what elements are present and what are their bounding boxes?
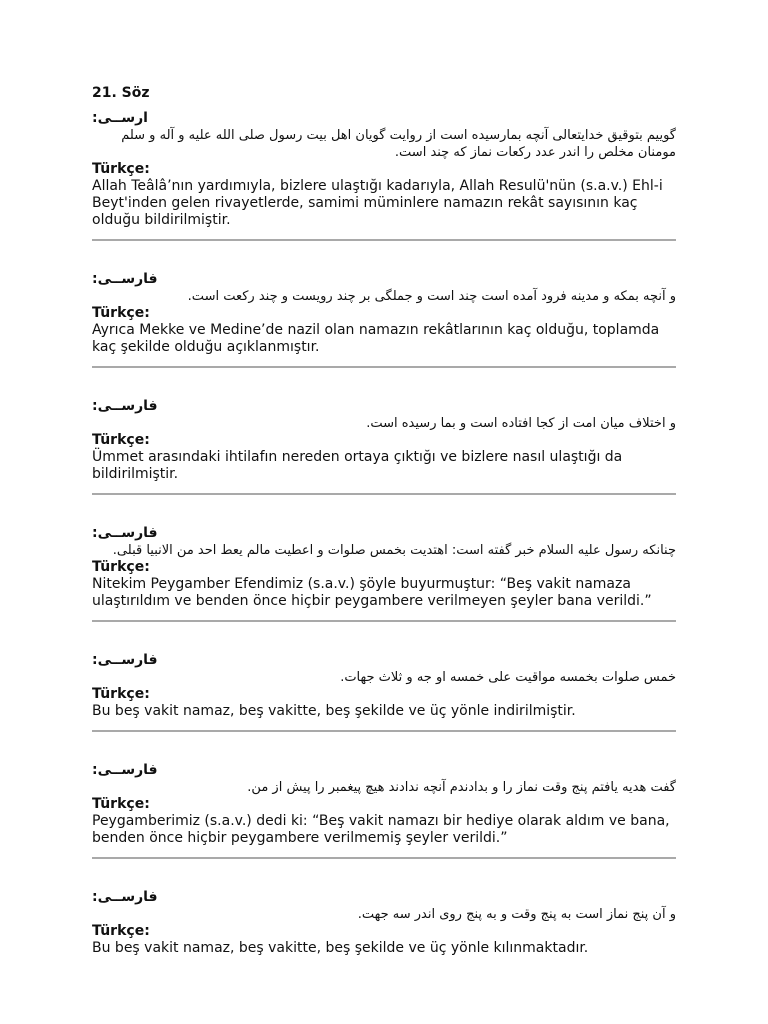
farsi-label: ارســی: [92, 110, 148, 126]
farsi-text: خمس صلوات بخمسه مواقیت علی خمسه او جه و ثلاث جهات. [340, 670, 676, 685]
farsi-label: فارســی: [92, 652, 158, 668]
turkish-label: Türkçe: [92, 686, 150, 702]
farsi-label: فارســی: [92, 889, 158, 905]
turkish-text: Nitekim Peygamber Efendimiz (s.a.v.) şöyle buyurmuştur: “Beş vakit namaza ulaştırıldım ve benden önce hiçbir peygambere verilmeyen şeyler bana verildi.” [92, 576, 652, 609]
section-divider [92, 620, 676, 622]
section-divider [92, 730, 676, 732]
section [92, 110, 676, 241]
turkish-text: Bu beş vakit namaz, beş vakitte, beş şekilde ve üç yönle indirilmiştir. [92, 703, 576, 719]
page-title: 21. Söz [92, 85, 150, 101]
section [92, 398, 676, 495]
turkish-text: Ümmet arasındaki ihtilafın nereden ortaya çıktığı ve bizlere nasıl ulaştığı da bildirilmiştir. [92, 449, 623, 482]
section [92, 889, 676, 957]
document-page [92, 85, 676, 957]
turkish-label: Türkçe: [92, 161, 150, 177]
turkish-text: Peygamberimiz (s.a.v.) dedi ki: “Beş vakit namazı bir hediye olarak aldım ve bana, benden önce hiçbir peygambere verilmemiş şeyler verildi.” [92, 813, 670, 846]
section-divider [92, 239, 676, 241]
farsi-text: و اختلاف میان امت از کجا افتاده است و بما رسیده است. [366, 416, 676, 431]
farsi-text: چنانکه رسول علیه السلام خبر گفته است: اهتدیت بخمس صلوات و اعطیت مالم یعط احد من الانبیا قبلی. [112, 543, 676, 558]
farsi-label: فارســی: [92, 762, 158, 778]
section [92, 271, 676, 368]
farsi-text: گوییم بتوقیق خدایتعالی آنچه بمارسیده است از روایت گویان اهل بیت رسول صلی الله علیه و آله و سلم مومنان مخلص را اندر عدد رکعات نماز که چند است. [121, 128, 676, 160]
section [92, 762, 676, 859]
farsi-label: فارســی: [92, 398, 158, 414]
turkish-label: Türkçe: [92, 796, 150, 812]
section-divider [92, 366, 676, 368]
turkish-label: Türkçe: [92, 432, 150, 448]
turkish-text: Bu beş vakit namaz, beş vakitte, beş şekilde ve üç yönle kılınmaktadır. [92, 940, 589, 956]
farsi-text: گفت هدیه یافتم پنج وقت نماز را و بدادندم آنچه ندادند هیچ پیغمبر را پیش از من. [247, 780, 676, 795]
farsi-label: فارســی: [92, 271, 158, 287]
turkish-label: Türkçe: [92, 559, 150, 575]
farsi-label: فارســی: [92, 525, 158, 541]
farsi-text: و آنچه بمکه و مدینه فرود آمده است چند است و جملگی بر چند رویست و چند رکعت است. [187, 289, 676, 304]
section-divider [92, 857, 676, 859]
turkish-text: Ayrıca Mekke ve Medine’de nazil olan namazın rekâtlarının kaç olduğu, toplamda kaç şekilde olduğu açıklanmıştır. [92, 322, 660, 355]
section [92, 525, 676, 622]
section-divider [92, 493, 676, 495]
turkish-text: Allah Teâlâ’nın yardımıyla, bizlere ulaştığı kadarıyla, Allah Resulü'nün (s.a.v.) Ehl-i Beyt'inden gelen rivayetlerde, samimi müminlere namazın rekât sayısının kaç olduğu bildirilmiştir. [92, 178, 663, 228]
section [92, 652, 676, 732]
turkish-label: Türkçe: [92, 923, 150, 939]
farsi-text: و آن پنج نماز است به پنج وقت و به پنج روی اندر سه جهت. [357, 907, 676, 922]
turkish-label: Türkçe: [92, 305, 150, 321]
